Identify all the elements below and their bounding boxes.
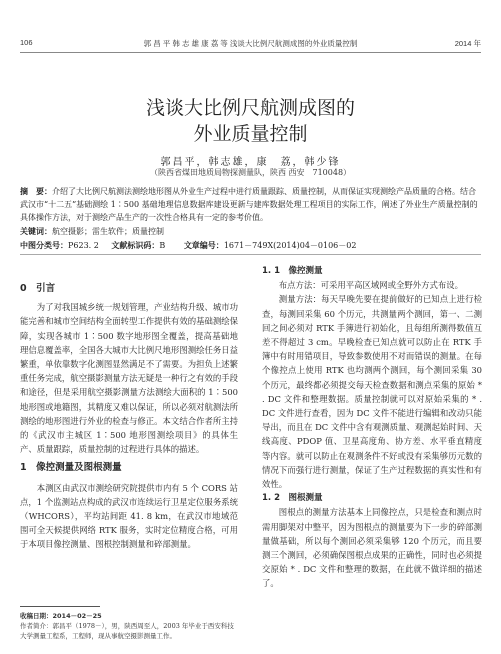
doc-code: B <box>159 241 166 250</box>
author-bio: 作者简介：郭昌平（1978－），男，陕西周至人，2003 年毕业于西安科技大学测量工程系，工程师，现从事航空摄影测量工作。 <box>20 622 234 640</box>
received-date: 收稿日期：2014－02－25 <box>20 612 102 620</box>
clc-number: P623. 2 <box>68 241 99 250</box>
section-1-2-heading: 1. 2 图根测量 <box>262 493 323 504</box>
article-number: 1671－749X(2014)04－0106－02 <box>223 241 357 250</box>
section-0-heading: 0 引言 <box>20 283 56 294</box>
footnote <box>20 611 238 641</box>
doc-code-label: 文献标识码： <box>111 241 160 250</box>
issue-year: 2014 年 <box>454 39 481 48</box>
section-1-heading: 1 像控测量及图根测量 <box>20 462 122 474</box>
section-1-1-para-2: 测量方法：每天早晚先要在提前做好的已知点上进行检查，每测回采集 60 个历元，共测量两个测回，第一、二测回之间必须对 RTK 手簿进行初始化，且每组所测得数值互差不得超过 3 cm。早晚检查已知点就可以防止在 RTK 手簿中有时用错项目，导致参数使用不对而错误的测量。在每个像控点上使用 RTK 也均测两个测回，每个测回采集 30 个历元，最终都必须提交每天检查数据和测点采集的原始 * . DC 文件和整理数据。质量控制就可以对原始采集的 * . DC 文件进行查看，因为 DC 文件不能进行编辑和改动只能导出，而且在 DC 文件中含有观测质量、观测起始时间、天线高度、PDOP 值、卫星高度角、协方差、水平垂直精度等内容。就可以防止在观测条件不好或没有采集够历元数的情况下而强行进行测量，保证了生产过程数据的真实性和有效性。 <box>262 294 482 490</box>
right-column <box>262 264 482 591</box>
section-1-1-para-1: 布点方法：可采用平高区域网或全野外方式布设。 <box>278 280 464 291</box>
clc-label: 中图分类号： <box>20 241 68 250</box>
section-1-1-heading: 1. 1 像控测量 <box>262 266 323 276</box>
classification-line <box>20 240 481 251</box>
running-header <box>20 38 481 52</box>
footnote-rule <box>20 606 100 607</box>
paper-title-line-2: 外业质量控制 <box>193 123 308 145</box>
affiliation: （陕西省煤田地质局物探测量队，陕西 西安 710048） <box>149 168 352 177</box>
left-column <box>20 282 238 552</box>
article-number-label: 文章编号： <box>183 241 224 250</box>
running-title: 郭 昌 平 韩 志 雄 康 荔 等 浅谈大比例尺航测成图的外业质量控制 <box>143 39 358 48</box>
section-0-text: 为了对我国城乡统一规划管理，产业结构升级、城市功能完善和城市空间结构全面转型工作提供有效的基础测绘保障，实现各城市 1∶500 数字地形图全覆盖，提高基础地理信息覆盖率，全国各大城市大比例尺地形图测绘任务日益繁重，单依靠数字化测图显然满足不了需要。为担负上述繁重任务完成，航空摄影测量方法无疑是一种行之有效的手段和途径，但是采用航空摄影测量方法测绘大面积的 1∶500 地形图或地籍图，其精度又难以保证，所以必须对航测法所测绘的地形图进行外业的检查与修正。本文结合作者所主持的《武汉市主城区 1∶500 地形图测绘项目》的具体生产、质量跟踪，质量控制的过程进行具体的描述。 <box>20 302 238 455</box>
abstract <box>20 185 481 225</box>
author-list: 郭昌平，韩志雄，康 荔，韩少锋 <box>160 157 341 168</box>
page-number: 106 <box>20 38 33 47</box>
section-1-text: 本测区由武汉市测绘研究院提供市内有 5 个 CORS 站点，1 个监测站点构成的武汉市连续运行卫星定位服务系统（WHCORS），平均站间距 41. 8 km，在武汉市地域范围可全天候提供网络 RTK 服务，实时定位精度合格，可用于本项目像控测量、图根控制测量和碎部测量。 <box>20 482 238 550</box>
keywords-text: 航空摄影；雷生软件；质量控制 <box>52 227 164 236</box>
header-rule <box>20 52 481 53</box>
abstract-label: 摘 要： <box>20 187 52 196</box>
keywords-label: 关键词： <box>20 227 52 236</box>
paper-title-line-1: 浅谈大比例尺航测成图的 <box>145 97 355 119</box>
abstract-text: 介绍了大比例尺航测法测绘地形图从外业生产过程中进行质量跟踪、质量控制，从而保证实现测绘产品质量的合格。结合武汉市“十二五”基础测绘 1∶500 基础地理信息数据库建设更新与建库数据处理工程项目的实际工作，阐述了外业生产质量控制的具体操作方法，对于测绘产品生产的一次性合格具有一定的参考价值。 <box>20 187 478 223</box>
section-1-2-text: 图根点的测量方法基本上同像控点，只是检查和测点时需用脚架对中整平，因为图根点的测量要为下一步的碎部测量做基础，所以每个测回必须采集够 120 个历元，而且要测三个测回，必须确保图根点成果的正确性，同时也必须提交原始 * . DC 文件和整理的数据，在此就不做详细的描述了。 <box>262 507 482 589</box>
keywords <box>20 226 481 237</box>
abstract-divider <box>20 254 481 255</box>
